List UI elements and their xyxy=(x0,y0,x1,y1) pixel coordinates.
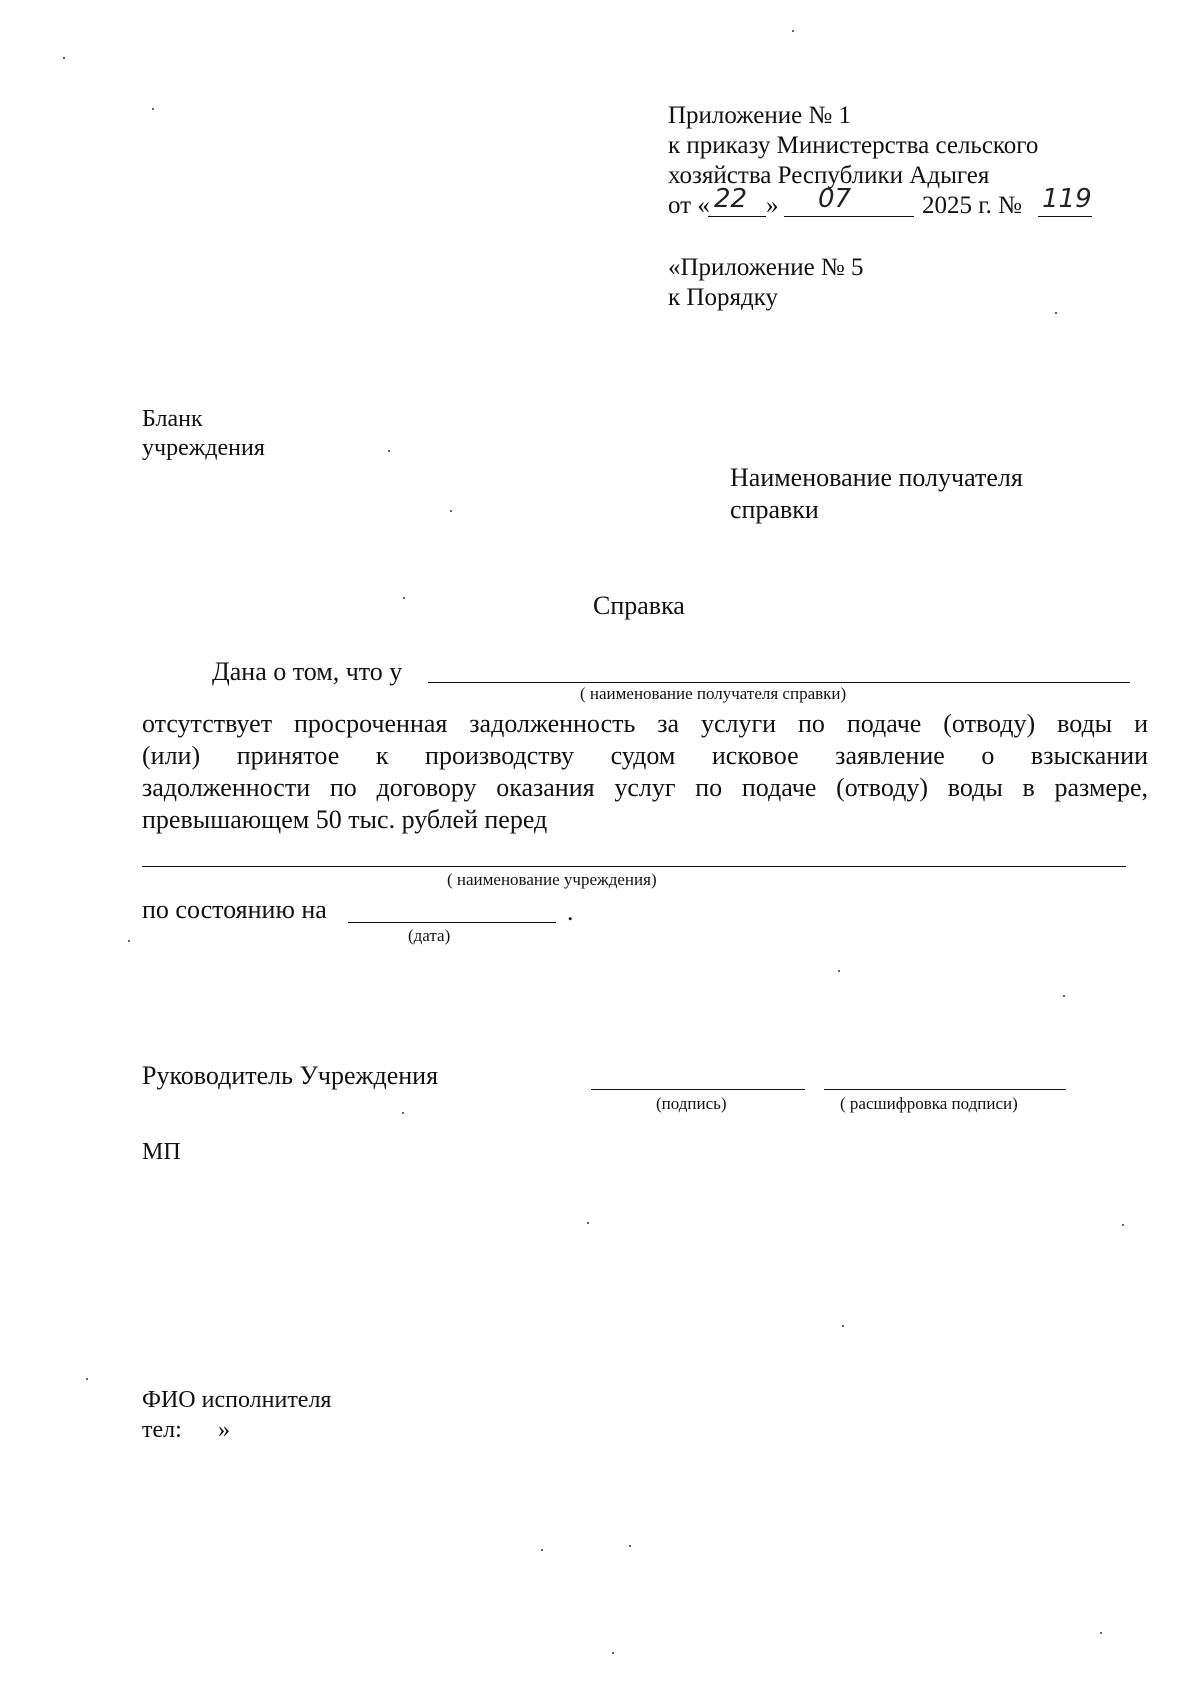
date-prefix: от « xyxy=(668,192,710,219)
as-of-text: по состоянию на xyxy=(142,895,327,924)
executor-phone-label: тел: xyxy=(142,1417,182,1443)
year-and-number-label: 2025 г. № xyxy=(922,192,1023,219)
stamp-placeholder: МП xyxy=(142,1139,181,1165)
body-line-3: задолженности по договору оказания услуг по подаче (отводу) воды в размере, xyxy=(142,773,1148,802)
appendix5-procedure: к Порядку xyxy=(668,284,778,311)
caption-signature-decode: ( расшифровка подписи) xyxy=(840,1094,1018,1113)
recipient-name-label: Наименование получателя xyxy=(730,463,1023,492)
handwritten-month: 07 xyxy=(818,184,852,214)
executor-phone-mark: » xyxy=(218,1417,230,1443)
caption-recipient: ( наименование получателя справки) xyxy=(580,684,847,703)
executor-name-label: ФИО исполнителя xyxy=(142,1387,332,1413)
caption-signature: (подпись) xyxy=(656,1094,727,1113)
day-underline xyxy=(708,216,766,217)
handwritten-number: 119 xyxy=(1042,184,1092,214)
signature-decode-line xyxy=(824,1089,1066,1090)
date-blank-line xyxy=(348,922,556,923)
signature-line xyxy=(591,1089,805,1090)
handwritten-day: 22 xyxy=(714,184,748,214)
date-mid: » xyxy=(766,192,779,219)
document-title: Справка xyxy=(593,591,685,620)
recipient-blank-line xyxy=(428,682,1130,683)
body-line-1: отсутствует просроченная задолженность за услуги по подаче (отводу) воды и xyxy=(142,709,1148,738)
body-line-4: превышающем 50 тыс. рублей перед xyxy=(142,805,548,834)
recipient-name-label-2: справки xyxy=(730,495,819,524)
appendix-ministry-line: хозяйства Республики Адыгея xyxy=(668,162,990,189)
director-label: Руководитель Учреждения xyxy=(142,1061,439,1090)
appendix-title: Приложение № 1 xyxy=(668,102,852,129)
appendix5-title: «Приложение № 5 xyxy=(668,254,864,281)
as-of-period: . xyxy=(567,897,574,926)
caption-date: (дата) xyxy=(408,926,451,945)
letterhead-label: Бланк xyxy=(142,406,203,432)
number-underline xyxy=(1038,216,1092,217)
letterhead-label-2: учреждения xyxy=(142,435,265,461)
caption-institution: ( наименование учреждения) xyxy=(447,870,657,889)
institution-blank-line xyxy=(142,866,1126,867)
month-underline xyxy=(784,216,914,217)
body-line-2: (или) принятое к производству судом исковое заявление о взыскании xyxy=(142,741,1148,770)
intro-text: Дана о том, что у xyxy=(212,657,403,686)
appendix-order-line: к приказу Министерства сельского xyxy=(668,132,1039,159)
